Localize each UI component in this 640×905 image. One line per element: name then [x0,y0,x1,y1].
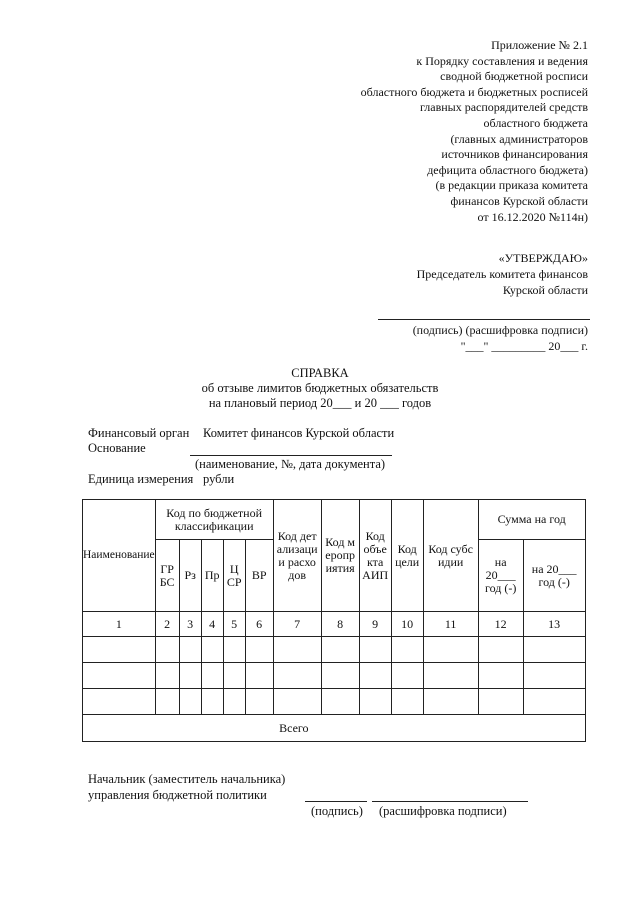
footer-signature-line [305,801,367,802]
header-vr: ВР [245,540,273,612]
table-row [83,689,586,715]
column-number: 7 [273,612,321,637]
approval-date-line: "___" _________ 20___ г. [460,339,588,353]
column-number: 6 [245,612,273,637]
header-rz: Рз [179,540,201,612]
fin-organ-label: Финансовый орган [88,426,190,440]
unit-value: рубли [203,472,235,486]
basis-underline [190,455,392,456]
appendix-line: (в редакции приказа комитета [435,178,588,193]
header-pr: Пр [201,540,223,612]
appendix-line: (главных администраторов [450,131,588,146]
column-number: 11 [423,612,478,637]
title-line-1: об отзыве лимитов бюджетных обязательств [201,381,439,395]
column-number: 10 [391,612,423,637]
approval-position: Председатель комитета финансов [416,267,588,281]
footer-position-line-2: управления бюджетной политики [88,788,267,802]
header-detail: Код детализации расходов [273,500,321,612]
total-label: Всего [83,715,586,742]
approval-signature-hint: (подпись) (расшифровка подписи) [412,323,588,337]
footer-signature-hint: (подпись) [311,804,363,818]
table-row [83,663,586,689]
column-number: 5 [223,612,245,637]
footer-decode-hint: (расшифровка подписи) [379,804,507,818]
column-number: 13 [523,612,585,637]
appendix-block [361,38,588,225]
column-numbers-row [83,612,586,637]
appendix-line: источников финансирования [441,147,588,162]
header-goal: Код цели [391,500,423,612]
fin-organ-value: Комитет финансов Курской области [203,426,395,440]
column-number: 1 [83,612,156,637]
appendix-line: дефицита областного бюджета) [427,162,588,177]
limits-table [82,499,586,742]
total-row [83,715,586,742]
appendix-line: областного бюджета и бюджетных росписей [360,84,588,99]
header-sum-group: Сумма на год [478,500,585,540]
approval-signature-line [378,319,590,320]
header-csr: ЦСР [223,540,245,612]
approval-block [417,250,588,298]
appendix-line: финансов Курской области [450,193,588,208]
column-number: 3 [179,612,201,637]
approval-label: «УТВЕРЖДАЮ» [498,251,588,265]
header-grbs: ГРБС [155,540,179,612]
header-event: Код мероприятия [321,500,359,612]
basis-hint: (наименование, №, дата документа) [195,457,386,471]
appendix-line: Приложение № 2.1 [491,38,588,52]
column-number: 4 [201,612,223,637]
column-number: 8 [321,612,359,637]
title-line-2: на плановый период 20___ и 20 ___ годов [208,396,432,410]
footer-decode-line [372,801,528,802]
header-name: Наименование [83,500,156,612]
header-sum-year-1: на 20___ год (-) [478,540,523,612]
header-subsidy: Код субсидии [423,500,478,612]
appendix-line: главных распорядителей средств [419,100,588,115]
approval-region: Курской области [502,283,588,297]
column-number: 12 [478,612,523,637]
column-number: 9 [359,612,391,637]
appendix-line: к Порядку составления и ведения [416,53,588,68]
appendix-line: областного бюджета [483,115,588,130]
header-object: Код объекта АИП [359,500,391,612]
table-row [83,637,586,663]
unit-label: Единица измерения [88,472,194,486]
column-number: 2 [155,612,179,637]
header-code-group: Код по бюджетной классификации [155,500,273,540]
document-title [0,366,640,411]
basis-label: Основание [88,441,146,455]
header-sum-year-2: на 20___ год (-) [523,540,585,612]
footer-position-line-1: Начальник (заместитель начальника) [88,772,286,786]
appendix-line: сводной бюджетной росписи [440,69,588,84]
title-heading: СПРАВКА [291,366,349,380]
appendix-line: от 16.12.2020 №114н) [477,209,588,224]
